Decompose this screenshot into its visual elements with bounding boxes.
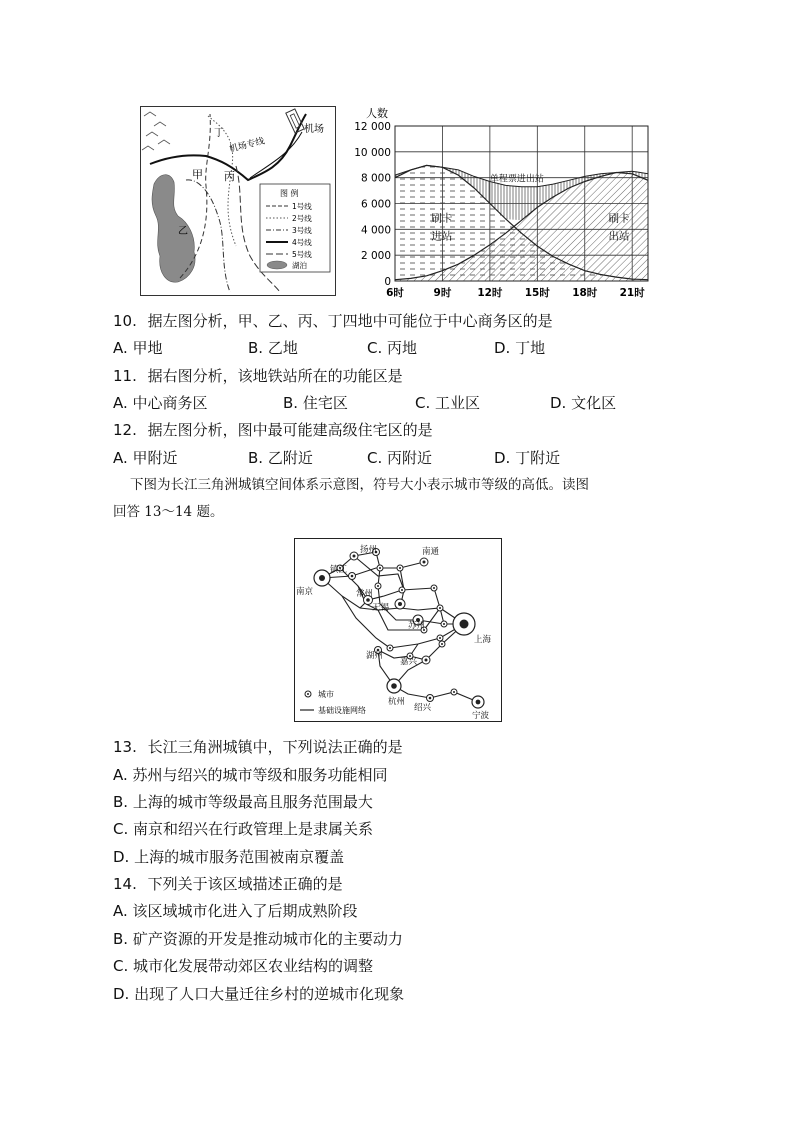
x-tick-label: 15时: [524, 287, 550, 299]
label-bing: 丙: [224, 170, 235, 183]
passenger-flow-chart: [350, 104, 660, 300]
label-yi: 乙: [178, 226, 188, 237]
city-label-changzhou: 常州: [356, 589, 374, 599]
y-tick-label: 2 000: [360, 250, 391, 263]
question-number: 14.: [113, 875, 137, 893]
question-stem: 据右图分析，该地铁站所在的功能区是: [147, 367, 403, 385]
legend-item: 2号线: [292, 214, 312, 223]
y-tick-label: 0: [384, 276, 391, 288]
question-number: 10.: [113, 312, 137, 330]
city-label-shaoxing: 绍兴: [414, 703, 432, 713]
y-tick-label: 4 000: [360, 224, 391, 237]
series-label-card-entry-2: 进站: [431, 230, 453, 243]
label-airport-line: 机场专线: [228, 136, 266, 155]
city-label-yangzhou: 扬州: [360, 545, 378, 555]
label-airport: 机场: [304, 124, 324, 135]
city-label-zhenjiang: 镇江: [330, 565, 348, 575]
option-11-a: A. 中心商务区: [113, 394, 208, 412]
y-tick-label: 8 000: [360, 172, 391, 185]
option-12-d: D. 丁附近: [494, 449, 561, 467]
city-label-hangzhou: 杭州: [388, 697, 406, 707]
option-11-c: C. 工业区: [415, 394, 481, 412]
legend-item: 5号线: [292, 250, 312, 259]
option-10-b: B. 乙地: [248, 339, 298, 357]
city-label-huzhou: 湖州: [366, 651, 384, 661]
x-tick-label: 9时: [433, 287, 452, 299]
yangtze-delta-city-network: [294, 538, 502, 722]
y-tick-label: 6 000: [360, 198, 391, 211]
question-stem: 据左图分析，甲、乙、丙、丁四地中可能位于中心商务区的是: [147, 312, 553, 330]
series-label-card-exit-2: 出站: [608, 230, 630, 243]
metro-line-map: [140, 106, 336, 296]
label-ding: 丁: [214, 128, 224, 139]
x-tick-label: 18时: [572, 287, 598, 299]
intro-line-1: 下图为长江三角洲城镇空间体系示意图，符号大小表示城市等级的高低。读图: [130, 477, 589, 493]
question-13: [113, 737, 403, 757]
y-tick-label: 12 000: [354, 121, 391, 133]
city-label-jiaxing: 嘉兴: [400, 657, 418, 667]
series-label-card-entry: 刷卡: [431, 212, 453, 225]
option-10-c: C. 丙地: [367, 339, 418, 357]
city-label-suzhou: 苏州: [408, 621, 426, 631]
y-tick-label: 10 000: [354, 146, 391, 159]
option-10-a: A. 甲地: [113, 339, 163, 357]
label-jia: 甲: [192, 168, 203, 181]
city-label-nantong: 南通: [422, 547, 440, 557]
series-label-card-exit: 刷卡: [608, 212, 630, 225]
question-11: [113, 366, 403, 386]
legend-title: 图 例: [280, 189, 299, 198]
legend-item: 1号线: [292, 202, 312, 211]
question-12: [113, 420, 433, 440]
option-12-b: B. 乙附近: [248, 449, 313, 467]
option-13-b: B. 上海的城市等级最高且服务范围最大: [113, 793, 373, 811]
x-tick-label: 12时: [477, 287, 503, 299]
option-13-c: C. 南京和绍兴在行政管理上是隶属关系: [113, 820, 374, 838]
option-11-b: B. 住宅区: [283, 394, 348, 412]
question-stem: 长江三角洲城镇中，下列说法正确的是: [147, 738, 403, 756]
option-14-a: A. 该区域城市化进入了后期成熟阶段: [113, 902, 358, 920]
option-12-a: A. 甲附近: [113, 449, 178, 467]
series-label-single-ticket: 单程票进出站: [489, 174, 544, 185]
legend-item: 湖泊: [292, 261, 307, 270]
question-number: 12.: [113, 421, 137, 439]
option-14-b: B. 矿产资源的开发是推动城市化的主要动力: [113, 930, 403, 948]
city-label-wuxi: 无锡: [372, 603, 390, 613]
question-14: [113, 874, 343, 894]
option-14-c: C. 城市化发展带动郊区农业结构的调整: [113, 957, 374, 975]
intro-line-2: 回答 13～14 题。: [113, 504, 224, 520]
map-legend: [260, 184, 330, 272]
option-14-d: D. 出现了人口大量迁往乡村的逆城市化现象: [113, 985, 405, 1003]
question-number: 11.: [113, 367, 137, 385]
city-label-nanjing: 南京: [296, 587, 314, 597]
option-12-c: C. 丙附近: [367, 449, 433, 467]
option-13-d: D. 上海的城市服务范围被南京覆盖: [113, 848, 345, 866]
option-10-d: D. 丁地: [494, 339, 546, 357]
question-10: [113, 311, 553, 331]
option-11-d: D. 文化区: [550, 394, 617, 412]
legend-item: 4号线: [292, 238, 312, 247]
x-tick-label: 6时: [386, 287, 404, 299]
city-label-shanghai: 上海: [474, 635, 492, 645]
city-marker-small: [350, 552, 358, 560]
legend-network: 基础设施网络: [318, 706, 366, 715]
x-tick-label: 21时: [619, 287, 645, 299]
question-stem: 下列关于该区域描述正确的是: [147, 875, 343, 893]
option-13-a: A. 苏州与绍兴的城市等级和服务功能相同: [113, 766, 388, 784]
city-label-ningbo: 宁波: [472, 711, 490, 721]
question-stem: 据左图分析，图中最可能建高级住宅区的是: [147, 421, 433, 439]
legend-item: 3号线: [292, 226, 312, 235]
question-number: 13.: [113, 738, 137, 756]
y-axis-label: 人数: [366, 107, 388, 120]
legend-city: 城市: [318, 690, 334, 699]
